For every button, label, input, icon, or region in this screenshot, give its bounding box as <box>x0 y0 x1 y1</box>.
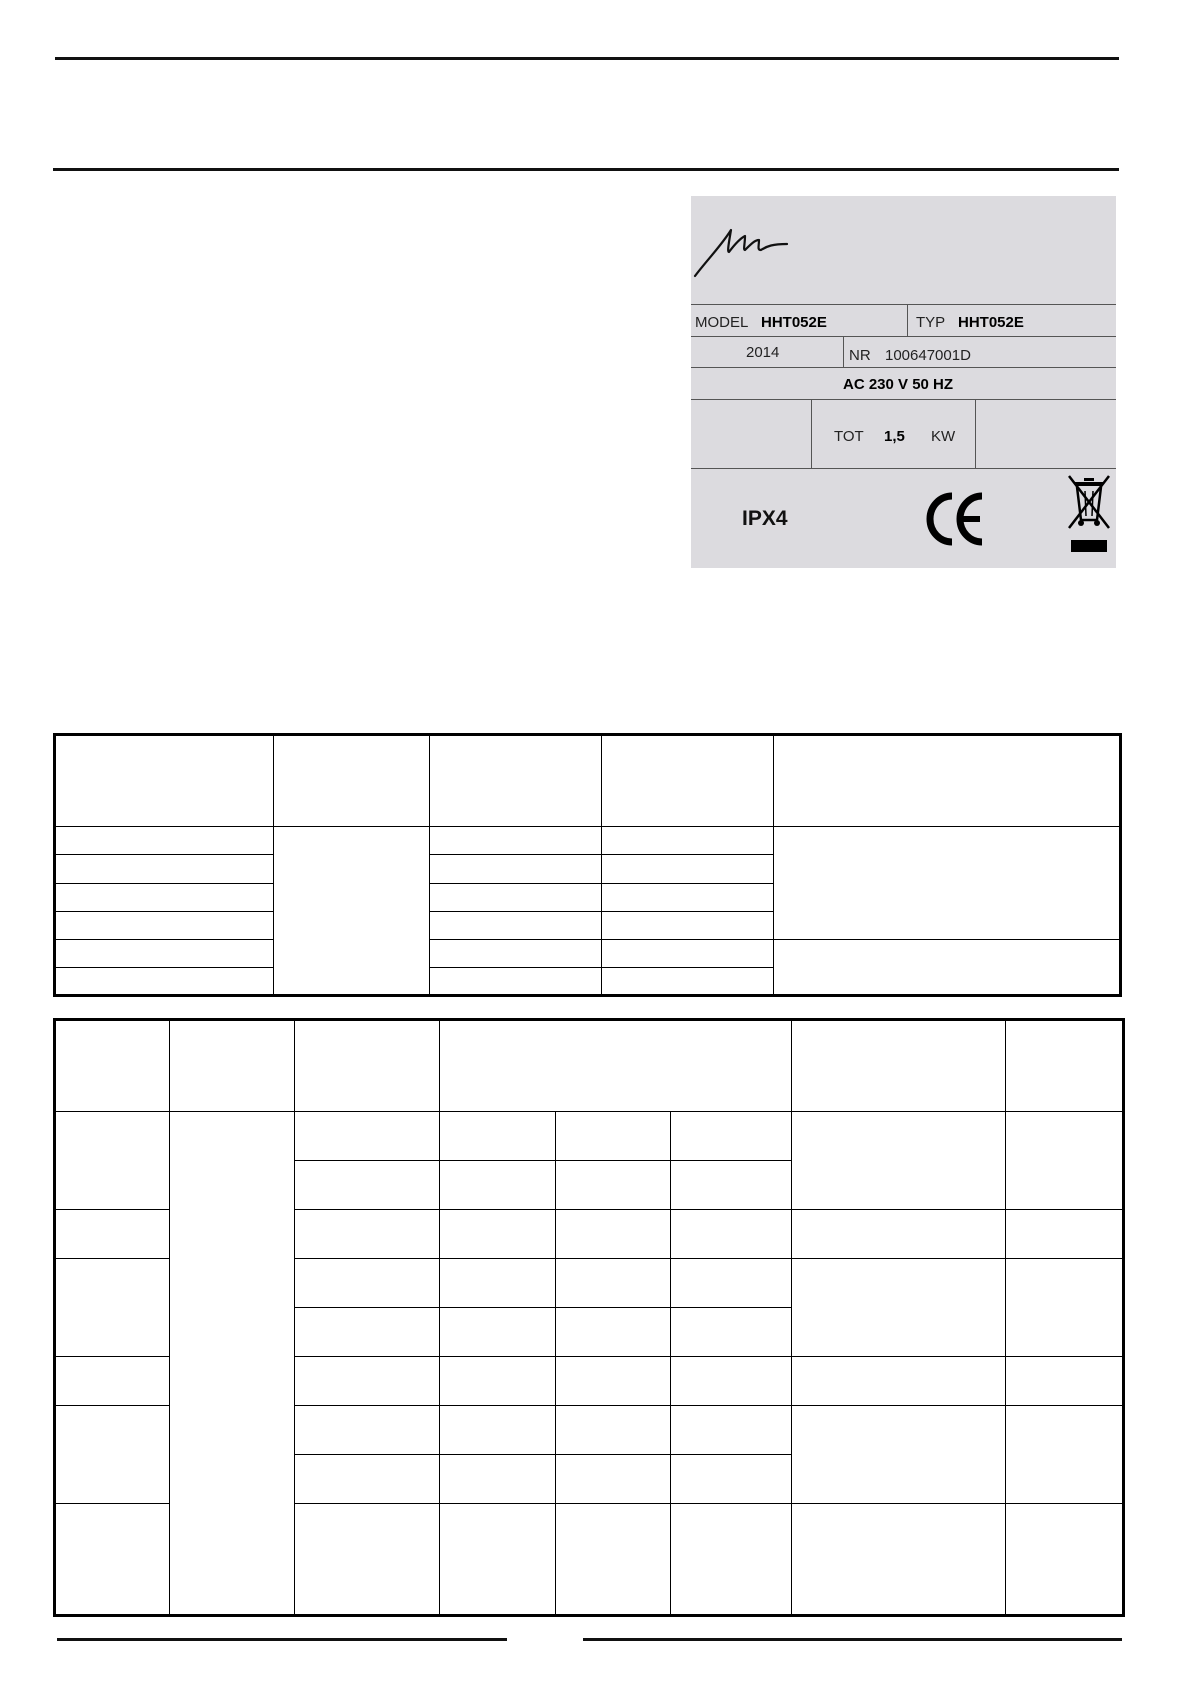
table-cell <box>55 1112 170 1210</box>
table-cell <box>1006 1504 1124 1616</box>
table-cell <box>430 967 602 995</box>
table-cell <box>440 1357 556 1406</box>
plate-line <box>843 336 844 367</box>
power-supply: AC 230 V 50 HZ <box>843 376 954 393</box>
table-cell <box>792 1504 1006 1616</box>
table-cell <box>602 911 774 939</box>
table-cell <box>671 1210 792 1259</box>
table-cell <box>792 1112 1006 1210</box>
table-cell <box>295 1308 440 1357</box>
header-rule <box>53 168 1119 171</box>
table-cell <box>55 1357 170 1406</box>
table-cell <box>430 855 602 883</box>
table-cell <box>1006 1406 1124 1504</box>
table-cell <box>295 1504 440 1616</box>
rating-plate <box>691 196 1116 568</box>
components-table <box>53 1018 1125 1617</box>
ce-mark <box>924 488 986 550</box>
ip-rating: IPX4 <box>742 507 788 530</box>
table-cell <box>774 827 1121 939</box>
type-label: TYP <box>916 314 946 331</box>
table-cell <box>440 1406 556 1455</box>
total-power-label: TOT <box>834 428 864 445</box>
plate-line <box>691 468 1116 469</box>
table-cell <box>774 939 1121 995</box>
model-label: MODEL <box>695 314 749 331</box>
table-cell <box>671 1259 792 1308</box>
table-cell <box>170 1112 295 1616</box>
table-cell <box>1006 1259 1124 1357</box>
table-cell <box>55 1504 170 1616</box>
table-cell <box>1006 1112 1124 1210</box>
plate-line <box>691 336 1116 337</box>
table-cell <box>556 1406 671 1455</box>
table-header-cell <box>55 735 274 827</box>
table-cell <box>440 1308 556 1357</box>
table-header-cell <box>440 1020 792 1112</box>
table-cell <box>295 1112 440 1161</box>
table-cell <box>556 1210 671 1259</box>
table-cell <box>295 1210 440 1259</box>
table-header-cell <box>170 1020 295 1112</box>
table-cell <box>295 1161 440 1210</box>
table-cell <box>556 1357 671 1406</box>
table-header-cell <box>602 735 774 827</box>
table-cell <box>295 1455 440 1504</box>
table-cell <box>430 911 602 939</box>
table-cell <box>440 1259 556 1308</box>
year-value: 2014 <box>746 344 780 361</box>
table-cell <box>55 939 274 967</box>
table-cell <box>671 1406 792 1455</box>
table-cell <box>55 855 274 883</box>
table-cell <box>440 1112 556 1161</box>
table-cell <box>602 855 774 883</box>
table-cell <box>55 1259 170 1357</box>
table-cell <box>55 1406 170 1504</box>
table-cell <box>792 1406 1006 1504</box>
plate-line <box>975 399 976 468</box>
total-power-value: 1,5 <box>884 428 905 445</box>
table-header-cell <box>792 1020 1006 1112</box>
table-cell <box>556 1161 671 1210</box>
table-cell <box>671 1112 792 1161</box>
table-cell <box>430 939 602 967</box>
table-cell <box>1006 1357 1124 1406</box>
table-cell <box>602 967 774 995</box>
table-header-cell <box>295 1020 440 1112</box>
total-power-unit: KW <box>931 428 956 445</box>
table-header-cell <box>430 735 602 827</box>
table-cell <box>671 1357 792 1406</box>
plate-line <box>691 367 1116 368</box>
table-cell <box>55 827 274 855</box>
table-cell <box>671 1161 792 1210</box>
table-header-cell <box>774 735 1121 827</box>
footer-rule-right <box>583 1638 1122 1641</box>
manufacturer-logo <box>691 216 801 286</box>
table-cell <box>295 1357 440 1406</box>
table-cell <box>55 967 274 995</box>
plate-line <box>907 304 908 336</box>
plate-line <box>691 399 1116 400</box>
table-cell <box>556 1504 671 1616</box>
plate-line <box>811 399 812 468</box>
table-cell <box>440 1210 556 1259</box>
table-cell <box>55 911 274 939</box>
plate-line <box>691 304 1116 305</box>
serial-value: 100647001D <box>885 347 971 364</box>
table-header-cell <box>274 735 430 827</box>
serial-label: NR <box>849 347 871 364</box>
specifications-table <box>53 733 1122 997</box>
table-cell <box>440 1161 556 1210</box>
table-cell <box>671 1455 792 1504</box>
table-cell <box>671 1308 792 1357</box>
table-cell <box>430 883 602 911</box>
table-cell <box>295 1259 440 1308</box>
table-cell <box>556 1112 671 1161</box>
table-cell <box>440 1504 556 1616</box>
table-cell <box>602 827 774 855</box>
table-cell <box>440 1455 556 1504</box>
top-rule <box>55 57 1119 60</box>
footer-rule-left <box>57 1638 507 1641</box>
model-value: HHT052E <box>761 314 827 331</box>
table-cell <box>295 1406 440 1455</box>
table-cell <box>602 939 774 967</box>
table-header-cell <box>55 1020 170 1112</box>
table-cell <box>602 883 774 911</box>
table-cell <box>430 827 602 855</box>
table-cell <box>671 1504 792 1616</box>
table-cell <box>1006 1210 1124 1259</box>
table-cell <box>274 827 430 996</box>
table-cell <box>556 1455 671 1504</box>
table-cell <box>556 1308 671 1357</box>
table-cell <box>792 1357 1006 1406</box>
table-cell <box>792 1259 1006 1357</box>
crossed-out-wheelie-bin-icon <box>1065 474 1113 554</box>
table-header-cell <box>1006 1020 1124 1112</box>
table-cell <box>792 1210 1006 1259</box>
table-cell <box>55 1210 170 1259</box>
type-value: HHT052E <box>958 314 1024 331</box>
table-cell <box>556 1259 671 1308</box>
table-cell <box>55 883 274 911</box>
